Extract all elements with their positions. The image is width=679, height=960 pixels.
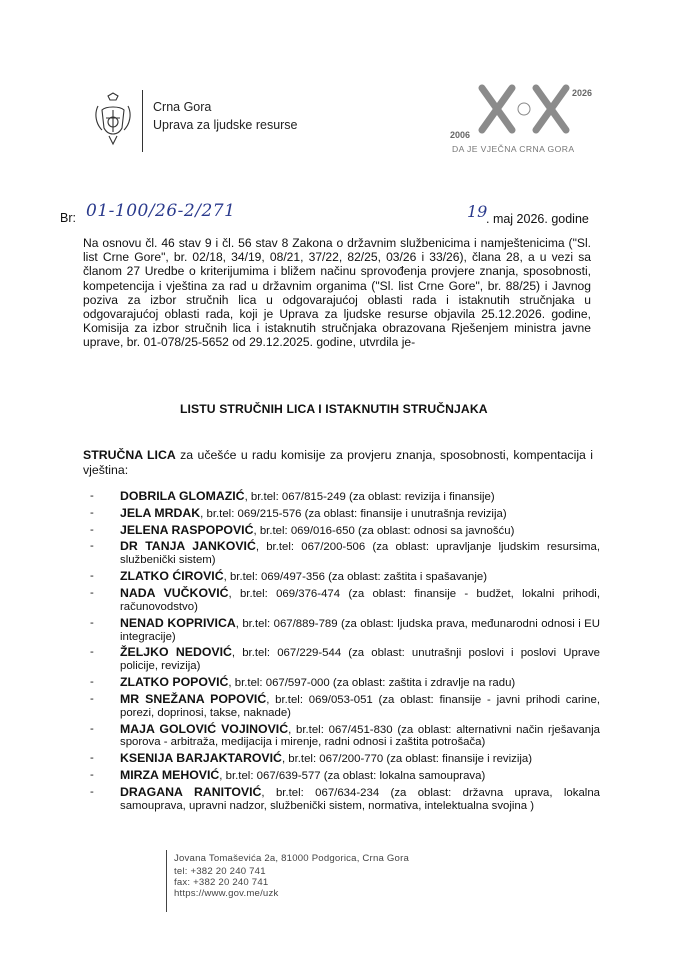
expert-details: , br.tel: 067/597-000 (za oblast: zaštita i zdravlje na radu) xyxy=(228,677,516,689)
list-item xyxy=(90,540,600,567)
header-divider xyxy=(142,90,143,152)
document-heading: LISTU STRUČNIH LICA I ISTAKNUTIH STRUČNJAKA xyxy=(180,402,488,416)
anniversary-logo xyxy=(448,80,608,155)
list-bullet: - xyxy=(90,676,94,688)
expert-name: ŽELJKO NEDOVIĆ xyxy=(120,645,232,660)
expert-details: , br.tel: 067/200-770 (za oblast: finansije i revizija) xyxy=(281,753,533,766)
expert-name: NADA VUČKOVIĆ xyxy=(120,585,229,600)
section-intro-text: za učešće u radu komisije za provjeru znanja, sposobnosti, kompentacija i vještina: xyxy=(83,448,593,477)
list-bullet: - xyxy=(90,570,94,583)
list-item xyxy=(90,570,600,584)
expert-name: DR TANJA JANKOVIĆ xyxy=(120,539,256,554)
expert-details: , br.tel: 069/376-474 (za oblast: finansije - budžet, lokalni prihodi, računovodstvo) xyxy=(120,587,601,613)
logo-slogan: DA JE VJEČNA CRNA GORA xyxy=(452,144,575,154)
expert-details: , br.tel: 067/889-789 (za oblast: ljudska prava, međunarodni odnosi i EU integracije) xyxy=(120,617,600,643)
list-item xyxy=(90,587,600,614)
footer-address: Jovana Tomaševića 2a, 81000 Podgorica, Crna Gora xyxy=(174,853,410,864)
expert-name: ZLATKO POPOVIĆ xyxy=(120,675,229,689)
list-bullet: - xyxy=(90,646,94,659)
expert-name: ZLATKO ĆIROVIĆ xyxy=(120,569,224,584)
list-bullet: - xyxy=(90,692,94,705)
list-bullet: - xyxy=(90,506,94,519)
list-bullet: - xyxy=(90,490,94,502)
footer-fax: fax: +382 20 240 741 xyxy=(174,877,269,888)
expert-details: , br.tel: 067/634-234 (za oblast: državna uprava, lokalna samouprava, upravni nadzor, službenički sistem, normativa, intelektualna svojina ) xyxy=(120,786,600,812)
logo-year-right: 2026 xyxy=(572,88,593,98)
expert-name: JELA MRDAK xyxy=(120,505,201,520)
footer-tel: tel: +382 20 240 741 xyxy=(174,866,266,877)
list-bullet: - xyxy=(90,722,94,735)
expert-name: JELENA RASPOPOVIĆ xyxy=(120,522,254,537)
expert-details: , br.tel: 067/451-830 (za oblast: alternativni način rješavanja sporova - arbitraža, medijacija i mirenje, radni odnosi i zaštita potrošača) xyxy=(120,723,600,749)
expert-details: , br.tel: 067/815-249 (za oblast: revizija i finansije) xyxy=(244,491,495,503)
list-item xyxy=(90,723,600,750)
list-bullet: - xyxy=(90,769,94,781)
expert-name: MAJA GOLOVIĆ VOJINOVIĆ xyxy=(120,721,289,736)
list-item xyxy=(90,693,600,720)
expert-details: , br.tel: 069/016-650 (za oblast: odnosi sa javnošću) xyxy=(253,524,515,537)
list-item xyxy=(90,617,600,644)
expert-name: DRAGANA RANITOVIĆ xyxy=(120,784,262,799)
list-bullet: - xyxy=(90,616,94,629)
list-item xyxy=(90,752,600,766)
expert-details: , br.tel: 069/497-356 (za oblast: zaštita i spašavanje) xyxy=(223,571,488,584)
experts-list xyxy=(90,490,600,816)
list-bullet: - xyxy=(90,785,94,798)
list-item xyxy=(90,646,600,673)
footer-web: https://www.gov.me/uzk xyxy=(174,888,279,899)
expert-name: MR SNEŽANA POPOVIĆ xyxy=(120,691,267,706)
date-text: . maj 2026. godine xyxy=(486,212,589,226)
list-bullet: - xyxy=(90,586,94,599)
list-item xyxy=(90,769,600,783)
expert-name: DOBRILA GLOMAZIĆ xyxy=(120,489,245,503)
expert-details: , br.tel: 067/200-506 (za oblast: upravljanje ljudskim resursima, službenički sistem) xyxy=(120,541,600,567)
section-intro xyxy=(83,448,593,478)
list-bullet: - xyxy=(90,540,94,553)
date-day-handwritten: 19 xyxy=(467,202,488,221)
intro-paragraph: Na osnovu čl. 46 stav 9 i čl. 56 stav 8 Zakona o državnim službenicima i namještenicima ("Sl. list Crne Gore", br. 02/18, 34/19, 08/21, 37/22, 82/25, 03/26 i 33/26), člana 28, a u vezi sa članom 27 Uredbe o kriterijumima i bližem načinu sprovođenja provjere znanja, sposobnosti, kompetencija i vještina za rad u državnim organima ("Sl. list Crne Gore", br. 88/25) i Javnog poziva za izbor stručnih lica u odgovarajućoj oblasti rada i istaknutih stručnjaka u odgovarajućoj oblasti rada, koji je Uprava za ljudske resurse objavila 25.12.2026. godine, Komisija za izbor stručnih lica i istaknutih stručnjaka obrazovana Rješenjem ministra javne uprave, br. 01-078/25-5652 od 29.12.2025. godine, utvrdila je- xyxy=(83,236,591,350)
org-name: Crna Gora xyxy=(153,100,212,114)
reference-label: Br: xyxy=(60,211,76,225)
list-item xyxy=(90,490,600,504)
footer-divider xyxy=(166,850,167,912)
expert-name: MIRZA MEHOVIĆ xyxy=(120,768,220,782)
list-item xyxy=(90,786,600,813)
list-item xyxy=(90,524,600,538)
expert-details: , br.tel: 067/229-544 (za oblast: unutrašnji poslovi i poslovi Uprave policije, revizija) xyxy=(120,647,600,673)
list-item xyxy=(90,676,600,690)
expert-name: KSENIJA BARJAKTAROVIĆ xyxy=(120,751,282,766)
expert-details: , br.tel: 069/215-576 (za oblast: finansije i unutrašnja revizija) xyxy=(200,507,507,520)
org-unit: Uprava za ljudske resurse xyxy=(153,118,298,132)
expert-name: NENAD KOPRIVICA xyxy=(120,615,236,630)
logo-year-left: 2006 xyxy=(450,130,471,140)
list-bullet: - xyxy=(90,752,94,765)
coat-of-arms-icon xyxy=(92,92,134,146)
section-title: STRUČNA LICA xyxy=(83,448,176,462)
reference-number-handwritten: 01-100/26-2/271 xyxy=(86,201,236,221)
list-item xyxy=(90,507,600,521)
expert-details: , br.tel: 067/639-577 (za oblast: lokalna samouprava) xyxy=(219,770,486,782)
list-bullet: - xyxy=(90,523,94,536)
expert-details: , br.tel: 069/053-051 (za oblast: finansije - javni prihodi carine, porezi, doprinosi, takse, naknade) xyxy=(120,693,600,719)
